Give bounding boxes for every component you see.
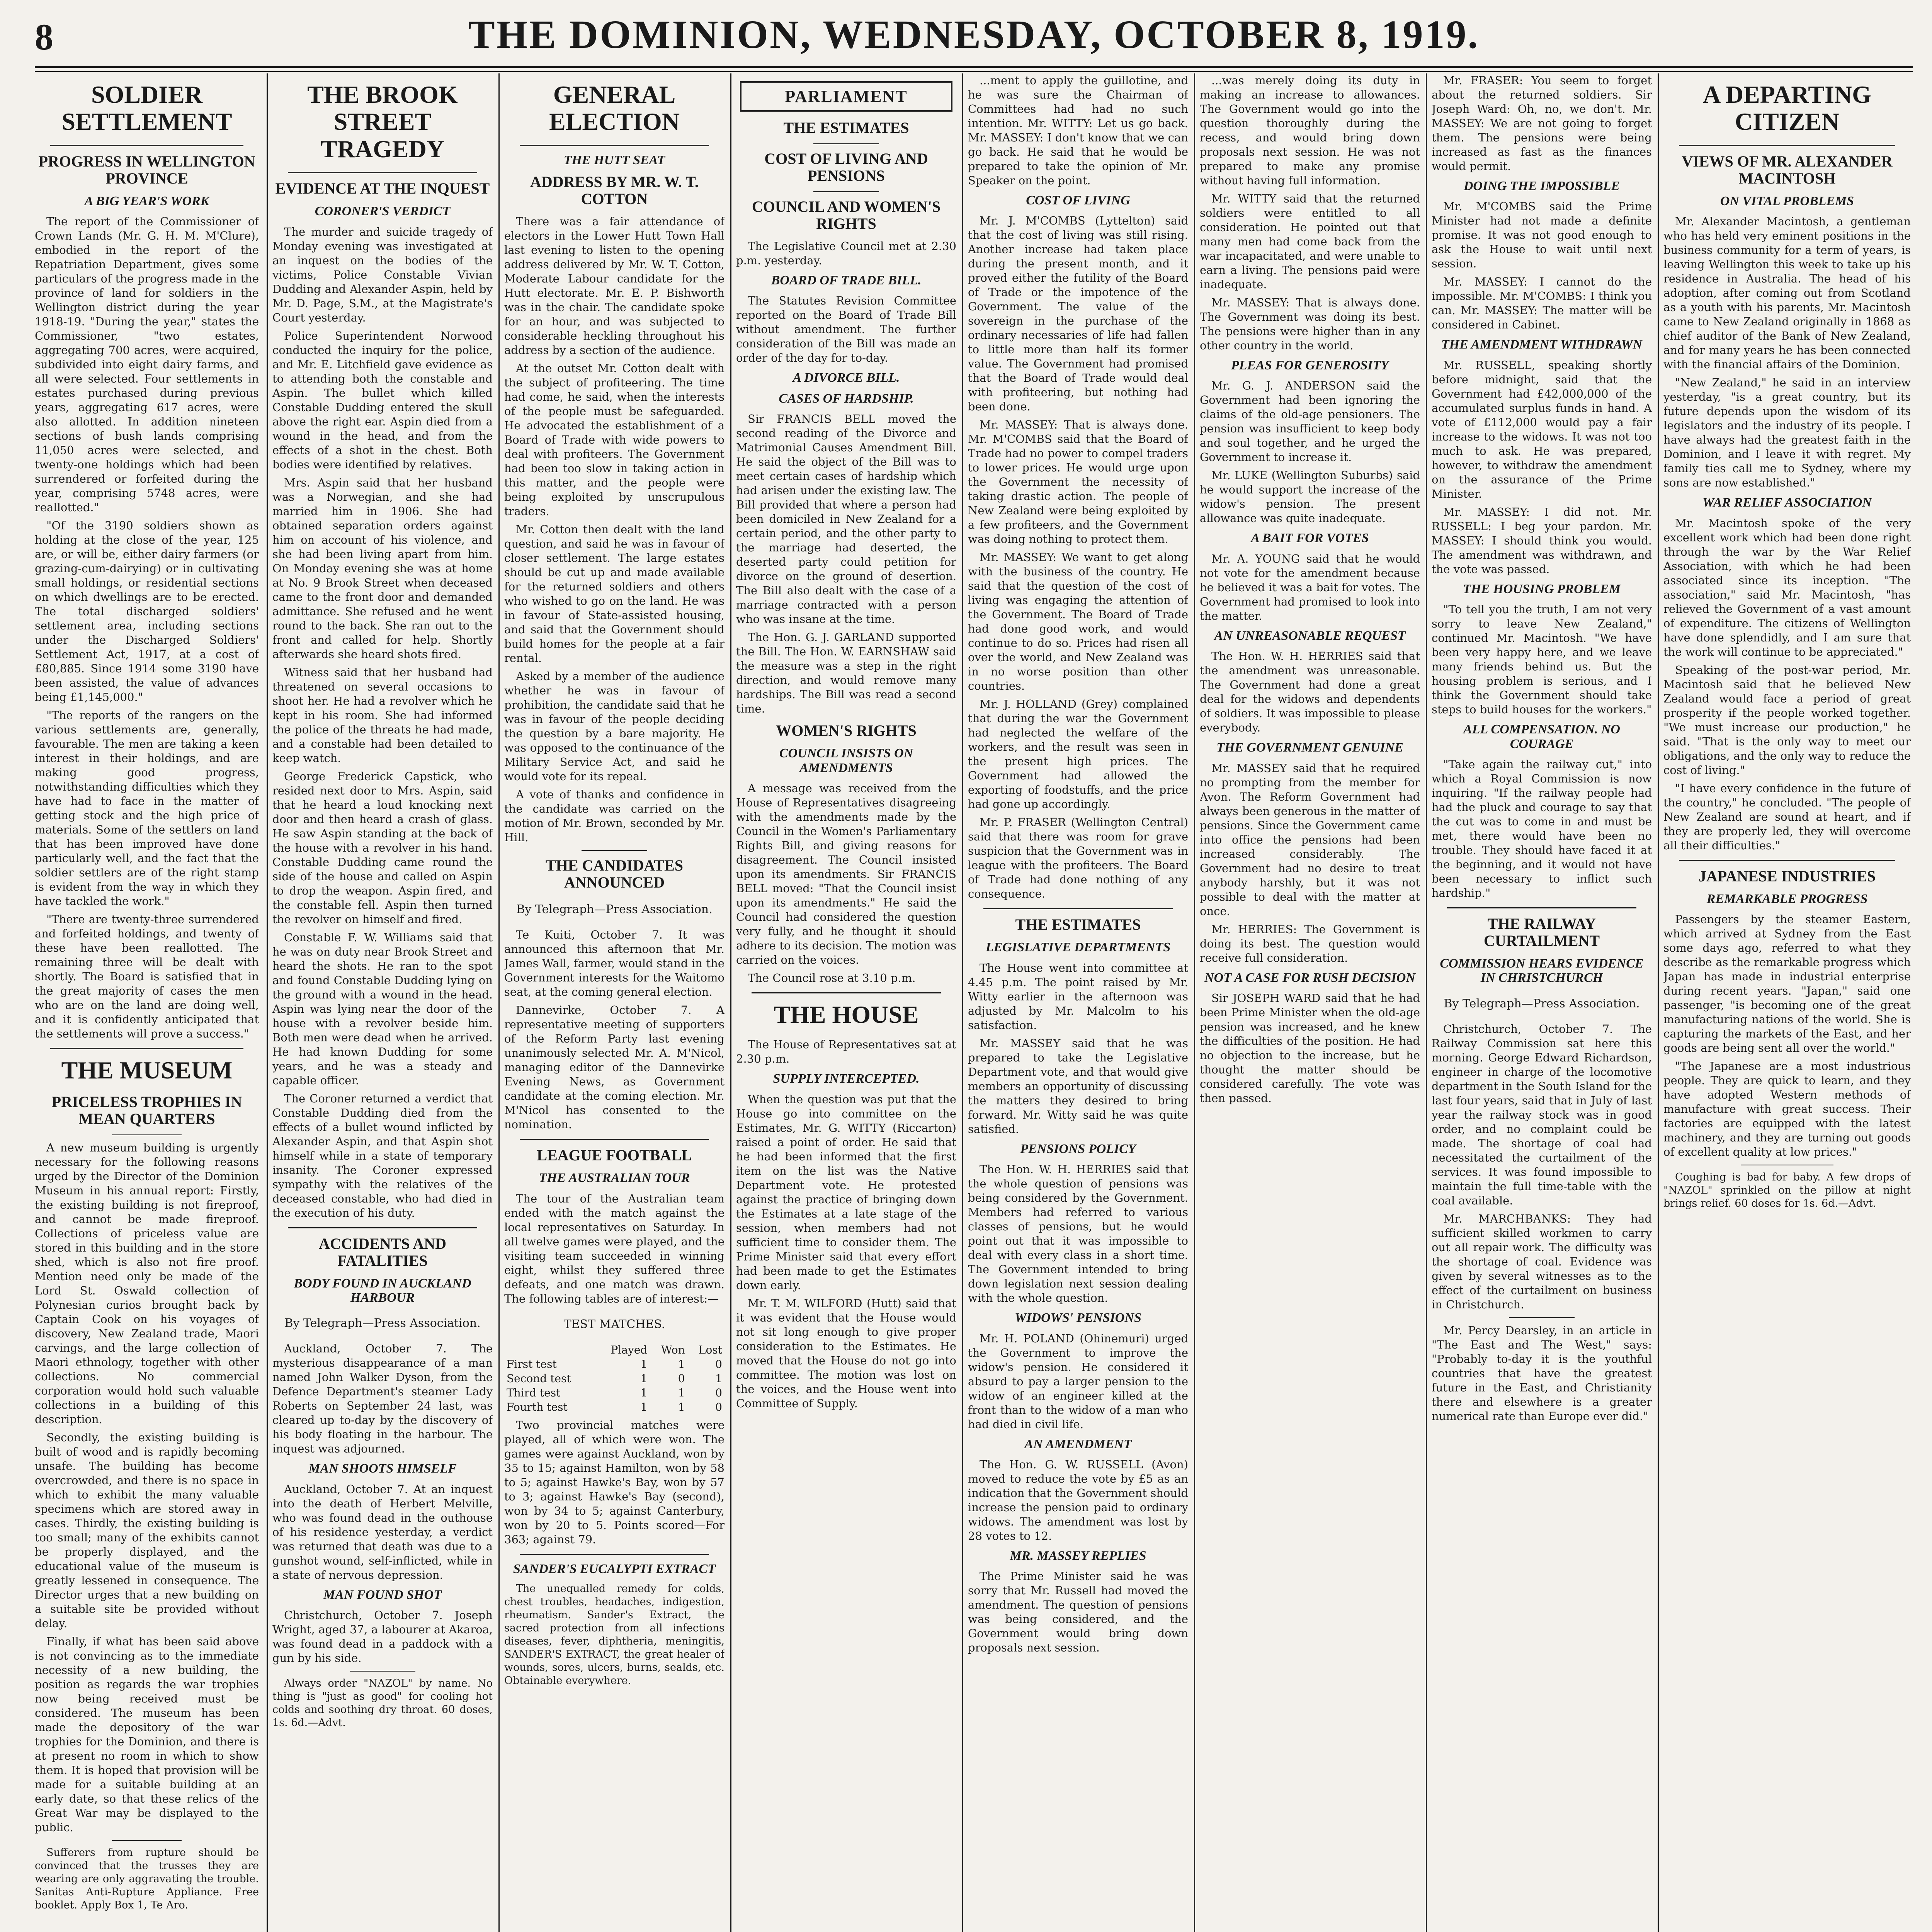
article-paragraph: Mr. MASSEY: That is always done. Mr. M'COMBS said that the Board of Trade had no power to compel traders to lower prices. He would urge upon the Government the necessity of taking drastic action. The people of New Zealand were being exploited by a few profiteers, and the Government was doing nothing to protect them. <box>968 418 1188 546</box>
table-cell: 0 <box>715 1400 722 1413</box>
article-paragraph: ...was merely doing its duty in making an increase to allowances. The Government would go into the question thoroughly during the recess, and would bring down proposals next session. He was not prepared to make any promise without having full information. <box>1200 74 1420 187</box>
table-header-cell: Lost <box>698 1343 722 1356</box>
table-cell: 1 <box>640 1400 648 1413</box>
subhead-body-found: BODY FOUND IN AUCKLAND HARBOUR <box>294 1276 471 1305</box>
short-rule <box>813 143 879 144</box>
advertisement: Coughing is bad for baby. A few drops of "NAZOL" sprinkled on the pillow at night brings relief. 60 doses for 1s. 6d.—Advt. <box>1663 1171 1911 1209</box>
article-paragraph: The Hon. W. H. HERRIES said that the amendment was unreasonable. The Government had done a great deal for the widows and dependents of soldiers. It was impossible to please everybody. <box>1200 650 1420 735</box>
kicker-board-of-trade: BOARD OF TRADE BILL. <box>771 273 922 287</box>
masthead-rule <box>35 66 1913 68</box>
article-paragraph: Sir FRANCIS BELL moved the second reading of the Divorce and Matrimonial Causes Amendment Bill. He said the object of the Bill was to meet certain cases of hardship which had arisen under the existing law. The Bill provided that where a person had been domiciled in New Zealand for a certain period, and the other party to the marriage had deserted, the deserted party could petition for divorce on the ground of desertion. The Bill also dealt with the case of a marriage contracted with a person who was insane at the time. <box>736 412 956 626</box>
short-rule <box>813 191 879 192</box>
article-paragraph: Speaking of the post-war period, Mr. Macintosh said that he believed New Zealand would face a period of great prosperity if the people worked together. "We must increase our production," he said. "That is the only way to meet our obligations, and the only way to reduce the cost of living." <box>1663 663 1911 777</box>
article-paragraph: "I have every confidence in the future of the country," he concluded. "The people of New Zealand are sound at heart, and if they are properly led, they will overcome all their difficulties." <box>1663 781 1911 852</box>
headline-departing-citizen: A DEPARTING CITIZEN <box>1703 81 1871 136</box>
subhead-council: COUNCIL AND WOMEN'S RIGHTS <box>752 198 941 232</box>
headline-war-relief: WAR RELIEF ASSOCIATION <box>1702 495 1872 510</box>
section-rule <box>1679 860 1895 861</box>
article-paragraph: Te Kuiti, October 7. It was announced this afternoon that Mr. James Wall, farmer, would stand in the Government interests for the Waitomo seat, at the coming general election. <box>504 928 724 999</box>
masthead <box>35 8 1913 62</box>
article-paragraph: Mr. T. M. WILFORD (Hutt) said that it was evident that the House would not sit long enough to give proper consideration to the Estimates. He moved that the House do not go into committee. The motion was lost on the voices, and the House went into Committee of Supply. <box>736 1296 956 1410</box>
article-paragraph: The Council rose at 3.10 p.m. <box>748 971 916 985</box>
subhead-trophies: PRICELESS TROPHIES IN MEAN QUARTERS <box>51 1093 242 1128</box>
article-paragraph: Mr. Macintosh spoke of the very excellent work which had been done right through the war by the War Relief Association, with which he had been associated since its inception. "The association," said Mr. Macintosh, "has relieved the Government of a vast amount of expenditure. The citizens of Wellington have done splendidly, and I am sure that the work will continue to be appreciated." <box>1663 516 1911 658</box>
article-paragraph: Mr. Cotton then dealt with the land question, and said he was in favour of closer settlement. The large estates should be cut up and made available for the returned soldiers and others who wished to go on the land. He was in favour of State-assisted housing, and said that the Government should build homes for the people at a fair rental. <box>504 523 724 665</box>
byline: By Telegraph—Press Association. <box>284 1316 481 1330</box>
table-header-cell: Played <box>611 1343 648 1356</box>
subhead-council-insists: COUNCIL INSISTS ON AMENDMENTS <box>779 746 913 775</box>
subhead-hutt-seat: THE HUTT SEAT <box>563 153 665 167</box>
article-paragraph: A message was received from the House of Representatives disagreeing with the amendments made by the Council in the Women's Parliamentary Rights Bill, and giving reasons for disagreement. The Council insisted upon its amendments. Sir FRANCIS BELL moved: "That the Council insist upon its amendments." He said the Council had considered the question very fully, and he thought it should adhere to its decision. The motion was carried on the voices. <box>736 781 956 966</box>
article-paragraph: Mr. MARCHBANKS: They had sufficient skilled workmen to carry out all repair work. The difficulty was the shortage of coal. Evidence was given by several witnesses as to the effect of the curtailment on business in Christchurch. <box>1432 1212 1652 1311</box>
kicker-big-year: A BIG YEAR'S WORK <box>84 194 209 208</box>
article-paragraph: "To tell you the truth, I am not very sorry to leave New Zealand," continued Mr. Macintosh. "We have been very happy here, and we leave many friends behind us. But the housing problem is serious, and I think the Government should take steps to build houses for the workers." <box>1432 603 1652 716</box>
article-paragraph: Mr. J. M'COMBS (Lyttelton) said that the cost of living was still rising. Another increase had taken place during the present month, and it proved either the futility of the Board of Trade or the impotence of the Government. The value of the sovereign in the purchase of the ordinary necessaries of life had fallen to little more than half its former value. The Government had promised that the Board of Trade would deal with profiteering, but nothing had been done. <box>968 214 1188 413</box>
article-paragraph: Two provincial matches were played, all of which were won. The games were against Auckland, won by 35 to 15; against Hamilton, won by 58 to 5; against Hawke's Bay, won by 57 to 3; against Hawke's Bay (second), won by 34 to 5; against Canterbury, won by 20 to 5. Points scored—For 363; against 79. <box>504 1418 724 1546</box>
headline-japanese-industries: JAPANESE INDUSTRIES <box>1698 867 1876 885</box>
headline-government-genuine: THE GOVERNMENT GENUINE <box>1216 740 1403 755</box>
article-paragraph: Mr. MASSEY: That is always done. The Government was doing its best. The pensions were higher than in any other country in the world. <box>1200 296 1420 352</box>
table-row <box>504 1386 724 1400</box>
article-paragraph: Mr. HERRIES: The Government is doing its best. The question would receive full consideration. <box>1200 922 1420 964</box>
article-paragraph: Auckland, October 7. At an inquest into the death of Herbert Melville, who was found dead in the outhouse of his residence yesterday, a verdict was returned that death was due to a gunshot wound, self-inflicted, while in a state of nervous depression. <box>272 1482 493 1582</box>
article-paragraph: Finally, if what has been said above is not convincing as to the immediate necessity of a new building, the position as regards the war trophies now being received must be considered. The museum has been made the depository of the war trophies for the Dominion, and there is at present no room in which to show them. It is hoped that provision will be made for a suitable building at an early date, so that these relics of the Great War may be displayed to the public. <box>35 1634 259 1834</box>
article-paragraph: Mr. MASSEY said that he was prepared to take the Legislative Department vote, and that would give members an opportunity of discussing the matters they desired to bring forward. Mr. Witty said he was quite satisfied. <box>968 1036 1188 1136</box>
headline-estimates: THE ESTIMATES <box>1015 916 1141 934</box>
byline: By Telegraph—Press Association. <box>1444 997 1640 1010</box>
column-brook-street <box>272 73 493 1932</box>
headline-bait-for-votes: A BAIT FOR VOTES <box>1251 531 1369 546</box>
article-paragraph: Mr. MASSEY said that he required no prompting from the member for Avon. The Reform Government had always been generous in the matter of pensions. Since the Government came into office the pensions had been increased considerably. The Government had no desire to treat anybody harshly, but it was not possible to deal with the matter at once. <box>1200 761 1420 918</box>
article-paragraph: Mr. P. FRASER (Wellington Central) said that there was room for grave suspicion that the Government was in league with the profiteers. The Board of Trade had done nothing of any consequence. <box>968 816 1188 901</box>
headline-museum: THE MUSEUM <box>61 1056 233 1084</box>
column-divider <box>267 73 268 1932</box>
article-paragraph: Mr. H. POLAND (Ohinemuri) urged the Government to improve the widow's pension. He considered it absurd to pay a larger pension to the widow of an engineer killed at the front than to the widow of a man who had died in civil life. <box>968 1332 1188 1431</box>
table-cell: 0 <box>678 1372 685 1385</box>
article-paragraph: Mrs. Aspin said that her husband was a Norwegian, and she had married him in 1906. She had obtained separation orders against him on account of his violence, and she had been living apart from him. On Monday evening she was at home at No. 9 Brook Street when deceased came to the front door and demanded admittance. She refused and he went round to the back. She ran out to the front and called for help. Shortly afterwards she heard shots fired. <box>272 476 493 661</box>
table-header-cell <box>504 1343 595 1357</box>
column-divider <box>962 73 963 1932</box>
article-paragraph: Constable F. W. Williams said that he was on duty near Brook Street and heard the shots. He ran to the spot and found Constable Dudding lying on the ground with a wound in the head. Aspin was lying near the door of the house with a revolver beside him. Both men were dead when he arrived. He had known Dudding for some years, and he was a steady and capable officer. <box>272 930 493 1087</box>
article-paragraph: The murder and suicide tragedy of Monday evening was investigated at an inquest on the bodies of the victims, Police Constable Vivian Dudding and Alexander Aspin, held by Mr. D. Page, S.M., at the Magistrate's Court yesterday. <box>272 225 493 324</box>
subhead-man-shoots-himself: MAN SHOOTS HIMSELF <box>308 1461 457 1476</box>
headline-widows-pensions: WIDOWS' PENSIONS <box>1015 1311 1141 1325</box>
article-paragraph: Christchurch, October 7. Joseph Wright, aged 37, a labourer at Akaroa, was found dead in a paddock with a gun by his side. <box>272 1609 493 1665</box>
table-row <box>504 1357 724 1371</box>
byline: By Telegraph—Press Association. <box>516 903 713 917</box>
article-paragraph: Christchurch, October 7. The Railway Commission sat here this morning. George Edward Richardson, engineer in charge of the locomotive department in the South Island for the last four years, said that in July of last year the railway stock was in good order, and no complaint could be made. The shortage of coal had necessitated the curtailment of the services. It was found impossible to maintain the full time-table with the coal available. <box>1432 1022 1652 1207</box>
headline-unreasonable-request: AN UNREASONABLE REQUEST <box>1214 628 1406 643</box>
column-pensions-debate <box>1200 73 1420 1932</box>
headline-amendment: AN AMENDMENT <box>1024 1437 1132 1451</box>
headline-rule <box>1679 145 1895 146</box>
table-cell: 0 <box>715 1386 722 1399</box>
article-paragraph: Mr. MASSEY: I did not. Mr. RUSSELL: I beg your pardon. Mr. MASSEY: I should think you would. The amendment was withdrawn, and the vote was passed. <box>1432 505 1652 576</box>
article-paragraph: The Coroner returned a verdict that Constable Dudding died from the effects of a bullet wound inflicted by Alexander Aspin, and that Aspin shot himself while in a state of temporary insanity. The Coroner expressed sympathy with the relatives of the deceased constable, who had died in the execution of his duty. <box>272 1092 493 1219</box>
article-paragraph: The Hon. G. J. GARLAND supported the Bill. The Hon. W. EARNSHAW said the measure was a step in the right direction, and would remove many hardships. The Bill was read a second time. <box>736 631 956 716</box>
table-cell: 1 <box>678 1400 685 1413</box>
page-number: 8 <box>35 16 53 58</box>
table-row <box>504 1371 724 1386</box>
headline-brook-street-tragedy: THE BROOK STREET TRAGEDY <box>307 81 458 163</box>
headline-no-courage: ALL COMPENSATION. NO COURAGE <box>1463 722 1620 751</box>
article-paragraph: Mr. FRASER: You seem to forget about the returned soldiers. Sir Joseph Ward: Oh, no, we don't. Mr. MASSEY: We are not going to forget them. The pensions were being increased as fast as the finances would permit. <box>1432 74 1652 173</box>
article-paragraph: At the outset Mr. Cotton dealt with the subject of profiteering. The time had come, he said, when the interests of the people must be safeguarded. He advocated the establishment of a Board of Trade with wide powers to deal with profiteers. The Government had been too slow in taking action in this matter, and the people were being exploited by unscrupulous traders. <box>504 362 724 518</box>
subhead-vital-problems: ON VITAL PROBLEMS <box>1720 194 1854 208</box>
article-paragraph: Mr. A. YOUNG said that he would not vote for the amendment because he believed it was a bait for votes. The Government had promised to look into the matter. <box>1200 552 1420 622</box>
subhead-macintosh: VIEWS OF MR. ALEXANDER MACINTOSH <box>1682 152 1893 187</box>
advertisement: The unequalled remedy for colds, chest troubles, headaches, indigestion, rheumatism. Sander's Extract, the sacred protection from all infections diseases, fever, diphtheria, meningitis, SANDER'S EXTRACT, the great healer of wounds, sores, ulcers, burns, sealds, etc. Obtainable everywhere. <box>504 1582 724 1687</box>
column-cost-of-living <box>968 73 1188 1932</box>
article-paragraph: Mr. WITTY said that the returned soldiers were entitled to all consideration. He pointed out that many men had come back from the war incapacitated, and were unable to earn a living. The pensions paid were inadequate. <box>1200 192 1420 291</box>
table-cell: Second test <box>507 1372 571 1385</box>
article-paragraph: When the question was put that the House go into committee on the Estimates, Mr. G. WITTY (Riccarton) raised a point of order. He said that he had been informed that the first item on the list was the Native Department vote. He protested against the practice of bringing down the Estimates at a late stage of the session, when members had not sufficient time to consider them. The Prime Minister said that every effort had been made to get the Estimates down early. <box>736 1092 956 1292</box>
headline-amendment-withdrawn: THE AMENDMENT WITHDRAWN <box>1441 337 1643 352</box>
parliament-banner <box>740 81 952 112</box>
headline-candidates: THE CANDIDATES ANNOUNCED <box>546 857 683 891</box>
article-paragraph: The Statutes Revision Committee reported on the Board of Trade Bill without amendment. The further consideration of the Bill was made an order of the day for to-day. <box>736 294 956 365</box>
article-paragraph: Witness said that her husband had threatened on several occasions to shoot her. He had a revolver which he kept in his room. She had informed the police of the threats he had made, and a constable had been detailed to keep watch. <box>272 665 493 765</box>
subhead-man-found-shot: MAN FOUND SHOT <box>323 1587 442 1602</box>
section-rule <box>288 1227 477 1228</box>
article-paragraph: The House of Representatives sat at 2.30 p.m. <box>736 1038 956 1066</box>
section-rule <box>520 1554 709 1555</box>
table-cell: 1 <box>640 1372 648 1385</box>
article-paragraph: Asked by a member of the audience whether he was in favour of prohibition, the candidate said that he was in favour of the people deciding the question by a bare majority. He was opposed to the continuance of the Military Service Act, and said he would vote for its repeal. <box>504 670 724 783</box>
headline-massey-replies: MR. MASSEY REPLIES <box>1010 1548 1146 1563</box>
table-cell: Fourth test <box>507 1400 568 1413</box>
headline-rule <box>288 172 477 173</box>
article-paragraph: The tour of the Australian team ended with the match against the local representatives on Saturday. In all twelve games were played, and the visiting team succeeded in winning eight, whilst they suffered three defeats, and one match was drawn. The following tables are of interest:— <box>504 1192 724 1305</box>
short-rule <box>350 1671 415 1672</box>
kicker-hardship: CASES OF HARDSHIP. <box>779 391 914 406</box>
table-header-row <box>504 1343 724 1357</box>
headline-parliament: PARLIAMENT <box>785 87 908 106</box>
headline-soldier-settlement: SOLDIER SETTLEMENT <box>61 81 232 136</box>
table-cell: 1 <box>678 1386 685 1399</box>
subhead-commission: COMMISSION HEARS EVIDENCE IN CHRISTCHURCH <box>1440 956 1644 985</box>
short-rule <box>112 1134 182 1135</box>
article-paragraph: Mr. RUSSELL, speaking shortly before midnight, said that the Government had £42,000,000 of the accumulated surplus funds in hand. A vote of £112,000 would pay a fair increase to the widows. It was not too much to ask. He was prepared, however, to withdraw the amendment on the assurance of the Prime Minister. <box>1432 358 1652 500</box>
article-paragraph: Mr. MASSEY: I cannot do the impossible. Mr. M'COMBS: I think you can. Mr. MASSEY: The matter will be considered in Cabinet. <box>1432 275 1652 332</box>
table-cell: 0 <box>715 1357 722 1371</box>
article-paragraph: The report of the Commissioner of Crown Lands (Mr. G. H. M. M'Clure), embodied in the report of the Repatriation Department, gives some particulars of the progress made in the province of land for soldiers in the Wellington district during the year 1918-19. "During the year," states the Commissioner, "two estates, aggregating 700 acres, were acquired, subdivided into eight dairy farms, and all were selected. Four settlements in estates purchased during previous years, aggregating 617 acres, were also allotted. In addition nineteen sections of bush lands comprising 11,050 acres were selected, and twenty-one holdings which had been surrendered or forfeited during the year, comprising 5748 acres, were reallotted." <box>35 215 259 514</box>
table-cell: 1 <box>640 1357 648 1371</box>
article-paragraph: Passengers by the steamer Eastern, which arrived at Sydney from the East some days ago, referred to what they describe as the remarkable progress which Japan has made in industrial enterprise during recent years. "Japan," said one passenger, "is becoming one of the great manufacturing nations of the world. She is capturing the markets of the East, and her goods are being sent all over the world." <box>1663 912 1911 1054</box>
column-railway <box>1432 73 1652 1932</box>
article-paragraph: The Legislative Council met at 2.30 p.m. yesterday. <box>736 240 956 267</box>
masthead-rule-thin <box>35 71 1913 72</box>
headline-housing-problem: THE HOUSING PROBLEM <box>1463 582 1621 596</box>
section-rule <box>50 1048 243 1049</box>
advertisement: Sufferers from rupture should be convinced that the trusses they are wearing are only aggravating the trouble. Sanitas Anti-Rupture Appliance. Free booklet. Apply Box 1, Te Aro. <box>35 1846 259 1911</box>
column-departing-citizen <box>1663 73 1911 1932</box>
headline-womens-rights: WOMEN'S RIGHTS <box>776 722 917 740</box>
kicker-supply: SUPPLY INTERCEPTED. <box>773 1071 920 1086</box>
headline-railway-curtailment: THE RAILWAY CURTAILMENT <box>1483 915 1600 949</box>
table-cell: 1 <box>715 1372 722 1385</box>
article-paragraph: Dannevirke, October 7. A representative meeting of supporters of the Reform Party last evening unanimously selected Mr. A. M'Nicol, managing editor of the Dannevirke Evening News, as Government candidate at the coming election. Mr. M'Nicol has consented to the nomination. <box>504 1003 724 1131</box>
article-paragraph: Mr. M'COMBS said the Prime Minister had not made a definite promise. It was not good enough to ask the House to wait until next session. <box>1432 200 1652 270</box>
subhead-legislative: LEGISLATIVE DEPARTMENTS <box>985 940 1171 955</box>
article-paragraph: Mr. LUKE (Wellington Suburbs) said he would support the increase of the widow's pension. The present allowance was quite inadequate. <box>1200 469 1420 525</box>
subhead-estimates: THE ESTIMATES <box>783 119 909 136</box>
column-divider <box>498 73 500 1932</box>
article-paragraph: "There are twenty-three surrendered and forfeited holdings, and twenty of these have been reallotted. The remaining three will be dealt with shortly. The Board is satisfied that in the great majority of cases the men who are on the land are doing well, and it is confidently anticipated that the settlements will prove a success." <box>35 913 259 1041</box>
article-paragraph: "The reports of the rangers on the various settlements are, generally, favourable. The men are taking a keen interest in their holdings, and are making good progress, notwithstanding difficulties which they have had to face in the matter of getting stock and the high price of materials. Some of the settlers on land that has been improved have done particularly well, and the fact that the soldier settlers are of the right stamp is evident from the way in which they have tackled the work." <box>35 709 259 908</box>
short-rule <box>582 850 647 851</box>
article-paragraph: A new museum building is urgently necessary for the following reasons urged by the Director of the Dominion Museum in his annual report: Firstly, the existing building is not fireproof, and cannot be made fireproof. Collections of priceless value are stored in this building and in the store shed, which is also not fire proof. Mention need only be made of the Lord St. Oswald collection of Polynesian curios brought back by Captain Cook on his voyages of discovery, New Zealand trade, Maori carvings, and the large collection of Maori ethnology, together with other collections. No commercial corporation would hold such valuable collections in a building of this description. <box>35 1141 259 1426</box>
article-paragraph: The Hon. G. W. RUSSELL (Avon) moved to reduce the vote by £5 as an indication that the Government should increase the pension paid to ordinary widows. The amendment was lost by 28 votes to 12. <box>968 1458 1188 1543</box>
column-divider <box>730 73 731 1932</box>
column-parliament <box>736 73 956 1932</box>
column-divider <box>1194 73 1195 1932</box>
headline-rush-decision: NOT A CASE FOR RUSH DECISION <box>1204 970 1415 985</box>
kicker-divorce-bill: A DIVORCE BILL. <box>793 371 900 385</box>
table-cell: 1 <box>640 1386 648 1399</box>
article-paragraph: The House went into committee at 4.45 p.m. The point raised by Mr. Witty earlier in the afternoon was adjusted by Mr. Malcolm to his satisfaction. <box>968 961 1188 1032</box>
section-rule <box>983 908 1173 909</box>
table-cell: First test <box>507 1357 557 1371</box>
headline-rule <box>520 145 709 146</box>
headline-pleas-for-generosity: PLEAS FOR GENEROSITY <box>1231 358 1389 372</box>
subhead-address: ADDRESS BY MR. W. T. COTTON <box>530 173 699 208</box>
column-divider <box>1658 73 1659 1932</box>
article-paragraph: George Frederick Capstick, who resided next door to Mrs. Aspin, said that he heard a loud knocking next door and then heard a crash of glass. He saw Aspin standing at the back of the house with a revolver in his hand. Constable Dudding came round the side of the house and called on Aspin to drop the weapon. Aspin fired, and the constable fell. Aspin then turned the revolver on himself and fired. <box>272 769 493 926</box>
headline-rule <box>50 145 243 146</box>
table-row <box>504 1400 724 1414</box>
column-divider <box>1426 73 1427 1932</box>
headline-accidents: ACCIDENTS AND FATALITIES <box>318 1235 447 1269</box>
headline-pensions-policy: PENSIONS POLICY <box>1020 1141 1136 1156</box>
table-cell: 1 <box>678 1357 685 1371</box>
column-soldier-settlement <box>35 73 259 1932</box>
article-paragraph: "The Japanese are a most industrious people. They are quick to learn, and they have adopted Western methods of manufacture with great success. Their factories are equipped with the latest machinery, and they are turning out goods of excellent quality at low prices." <box>1663 1059 1911 1158</box>
article-paragraph: "Take again the railway cut," into which a Royal Commission is now inquiring. "If the railway people had had the pluck and courage to say that the cut was to come in and must be met, there would have been no trouble. They should have faced it at the beginning, and it would not have been necessary to inflict such hardship." <box>1432 757 1652 900</box>
headline-league-football: LEAGUE FOOTBALL <box>537 1146 692 1164</box>
article-paragraph: Mr. G. J. ANDERSON said the Government had been ignoring the claims of the old-age pensioners. The pension was insufficient to keep body and soul together, and he urged the Government to increase it. <box>1200 379 1420 464</box>
section-rule <box>1447 907 1636 908</box>
article-paragraph: Mr. Alexander Macintosh, a gentleman who has held very eminent positions in the business community for a term of years, is leaving Wellington this week to take up his residence in Australia. The head of his adoption, after coming out from Scotland as a youth with his parents, Mr. Macintosh came to New Zealand originally in 1868 as chief auditor of the Bank of New Zealand, and for many years he has been connected with the financial affairs of the Dominion. <box>1663 215 1911 371</box>
headline-eucalypti: SANDER'S EUCALYPTI EXTRACT <box>513 1561 716 1576</box>
section-rule <box>520 1139 709 1140</box>
advertisement: Always order "NAZOL" by name. No thing is "just as good" for cooling hot colds and soothing dry throat. 60 doses, 1s. 6d.—Advt. <box>272 1677 493 1729</box>
subhead-remarkable-progress: REMARKABLE PROGRESS <box>1706 891 1868 906</box>
article-paragraph: The Hon. W. H. HERRIES said that the whole question of pensions was being considered by the Government. Members had referred to various classes of pensions, but he would point out that it was impossible to deal with every class in a short time. The Government intended to bring down legislation next session dealing with the whole question. <box>968 1163 1188 1305</box>
section-rule <box>752 992 941 993</box>
article-paragraph: "New Zealand," he said in an interview yesterday, "is a great country, but its future depends upon the wisdom of its legislators and the industry of its people. I have always had the greatest faith in the Dominion, and I leave it with regret. My family ties call me to Sydney, where my sons are now established." <box>1663 376 1911 490</box>
subhead-cost-of-living: COST OF LIVING AND PENSIONS <box>764 150 928 184</box>
article-paragraph: Police Superintendent Norwood conducted the inquiry for the police, and Mr. E. Litchfield gave evidence as to attending both the constable and Aspin. The bullet which killed Constable Dudding entered the skull above the right ear. Aspin died from a wound in the head, and from the effects of a shot in the chest. Both bodies were identified by relatives. <box>272 329 493 471</box>
article-paragraph: Mr. J. HOLLAND (Grey) complained that during the war the Government had neglected the welfare of the workers, and the result was seen in the present high prices. The Government had allowed the exporting of foodstuffs, and the price had gone up accordingly. <box>968 697 1188 811</box>
kicker-verdict: CORONER'S VERDICT <box>315 204 451 219</box>
article-paragraph: A vote of thanks and confidence in the candidate was carried on the motion of Mr. Brown, seconded by Mr. Hill. <box>504 788 724 844</box>
newspaper-title: THE DOMINION, WEDNESDAY, OCTOBER 8, 1919. <box>468 12 1480 57</box>
article-paragraph: Mr. Percy Dearsley, in an article in "The East and The West," says: "Probably to-day it is the youthful countries that have the greatest future in the East, and Christianity there and elsewhere is a greater numerical rate than Europe ever did." <box>1432 1323 1652 1423</box>
short-rule <box>1509 1317 1575 1318</box>
headline-doing-impossible: DOING THE IMPOSSIBLE <box>1463 179 1620 193</box>
subhead-progress: PROGRESS IN WELLINGTON PROVINCE <box>38 152 255 187</box>
article-paragraph: ...ment to apply the guillotine, and he was sure the Chairman of Committees had had no such intention. Mr. WITTY: Let us go back. Mr. MASSEY: I don't know that we can go back. He said that he would be prepared to take the opinion of Mr. Speaker on the point. <box>968 74 1188 187</box>
article-paragraph: Secondly, the existing building is built of wood and is rapidly becoming unsafe. The building has become overcrowded, and there is no space in which to exhibit the many valuable specimens which are stored away in cases. Thirdly, the existing building is too small; many of the exhibits cannot be properly displayed, and the educational value of the museum is greatly lessened in consequence. The Director urges that a new building on a suitable site be provided without delay. <box>35 1430 259 1630</box>
table-header-cell: Won <box>661 1343 685 1356</box>
table-title: TEST MATCHES. <box>563 1317 665 1331</box>
article-paragraph: Auckland, October 7. The mysterious disappearance of a man named John Walker Dyson, from the Defence Department's steamer Lady Roberts on September 24 last, was cleared up to-day by the discovery of his body floating in the harbour. The inquest was adjourned. <box>272 1342 493 1456</box>
headline-cost-of-living: COST OF LIVING <box>1026 193 1130 207</box>
headline-the-house: THE HOUSE <box>774 1000 919 1028</box>
subhead-inquest: EVIDENCE AT THE INQUEST <box>275 180 490 197</box>
table-cell: Third test <box>507 1386 561 1399</box>
column-general-election <box>504 73 724 1932</box>
test-matches-table <box>504 1343 724 1414</box>
article-paragraph: There was a fair attendance of electors in the Lower Hutt Town Hall last evening to listen to the opening address delivered by Mr. W. T. Cotton, Moderate Labour candidate for the Hutt electorate. Mr. E. P. Bishworth was in the chair. The candidate spoke for an hour, and was subjected to considerable heckling throughout his address by a section of the audience. <box>504 215 724 357</box>
article-paragraph: Sir JOSEPH WARD said that he had been Prime Minister when the old-age pension was increased, and he knew the difficulties of the position. He had no objection to the increase, but he thought the matter should be considered carefully. The vote was then passed. <box>1200 991 1420 1105</box>
article-paragraph: "Of the 3190 soldiers shown as holding at the close of the year, 125 are, or will be, either dairy farmers (or grazing-cum-dairying) or in cultivating small holdings, or residential sections on which dwellings are to be erected. The total discharged soldiers' settlement area, including sections under the Discharged Soldiers' Settlement Act, 1917, at a cost of £80,885. Since 1914 some 3190 have been assisted, the value of advances being £1,145,000." <box>35 519 259 704</box>
subhead-australian-tour: THE AUSTRALIAN TOUR <box>539 1171 690 1185</box>
short-rule <box>112 1840 182 1841</box>
article-paragraph: The Prime Minister said he was sorry that Mr. Russell had moved the amendment. The question of pensions was being considered, and the Government would bring down proposals next session. <box>968 1570 1188 1655</box>
headline-general-election: GENERAL ELECTION <box>549 81 680 136</box>
article-paragraph: Mr. MASSEY: We want to get along with the business of the country. He said that the question of the cost of living was engaging the attention of the Government. The Board of Trade had done good work, and would continue to do so. Prices had risen all over the world, and New Zealand was in no worse position than other countries. <box>968 551 1188 693</box>
